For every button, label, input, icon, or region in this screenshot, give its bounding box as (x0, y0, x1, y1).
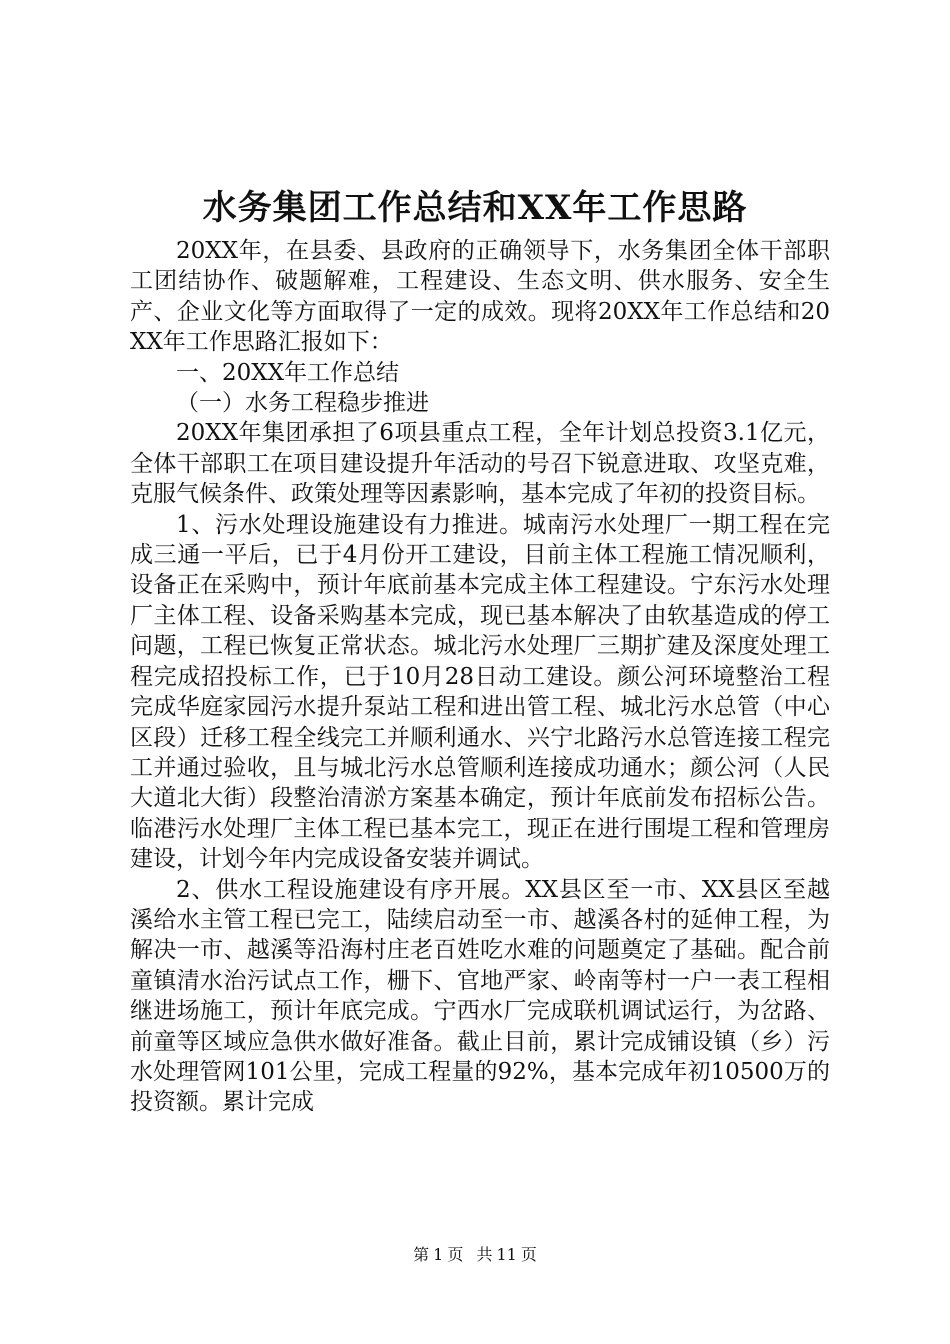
total-pages-indicator: 共 11 页 (476, 1245, 537, 1264)
total-pages: 11 (496, 1245, 517, 1264)
page-title: 水务集团工作总结和XX年工作思路 (202, 188, 748, 228)
subsection-heading-projects: （一）水务工程稳步推进 (176, 390, 429, 417)
page-footer (0, 1243, 950, 1267)
paragraph-water-supply: 2、供水工程设施建设有序开展。XX县区至一市、XX县区至越溪给水主管工程已完工，陆续启动至一市、越溪各村的延伸工程，为解决一市、越溪等沿海村庄老百姓吃水难的问题奠定了基础。配合前童镇清水治污试点工作，栅下、官地严家、岭南等村一户一表工程相继进场施工，预计年底完成。宁西水厂完成联机调试运行，为岔路、前童等区域应急供水做好准备。截止目前，累计完成铺设镇（乡）污水处理管网101公里，完成工程量的92%，基本完成年初10500万的投资额。累计完成 (130, 876, 830, 1116)
paragraph-intro: 20XX年，在县委、县政府的正确领导下，水务集团全体干部职工团结协作、破题解难，工程建设、生态文明、供水服务、安全生产、企业文化等方面取得了一定的成效。现将20XX年工作总结和20XX年工作思路汇报如下： (130, 238, 830, 356)
page-number: 1 (433, 1245, 444, 1264)
document-body (130, 236, 830, 1118)
section-heading-summary: 一、20XX年工作总结 (176, 359, 400, 386)
paragraph-sewage-facilities: 1、污水处理设施建设有力推进。城南污水处理厂一期工程在完成三通一平后，已于4月份开工建设，目前主体工程施工情况顺利，设备正在采购中，预计年底前基本完成主体工程建设。宁东污水处理厂主体工程、设备采购基本完成，现已基本解决了由软基造成的停工问题，工程已恢复正常状态。城北污水处理厂三期扩建及深度处理工程完成招投标工作，已于10月28日动工建设。颜公河环境整治工程完成华庭家园污水提升泵站工程和进出管工程、城北污水总管（中心区段）迁移工程全线完工并顺利通水、兴宁北路污水总管连接工程完工并通过验收，且与城北污水总管顺利连接成功通水；颜公河（人民大道北大街）段整治清淤方案基本确定，预计年底前发布招标公告。临港污水处理厂主体工程已基本完工，现正在进行围堤工程和管理房建设，计划今年内完成设备安装并调试。 (130, 511, 830, 873)
paragraph-projects-overview: 20XX年集团承担了6项县重点工程，全年计划总投资3.1亿元，全体干部职工在项目建设提升年活动的号召下锐意进取、攻坚克难，克服气候条件、政策处理等因素影响，基本完成了年初的投资目标。 (130, 420, 830, 508)
page-indicator: 第 1 页 (413, 1245, 464, 1264)
